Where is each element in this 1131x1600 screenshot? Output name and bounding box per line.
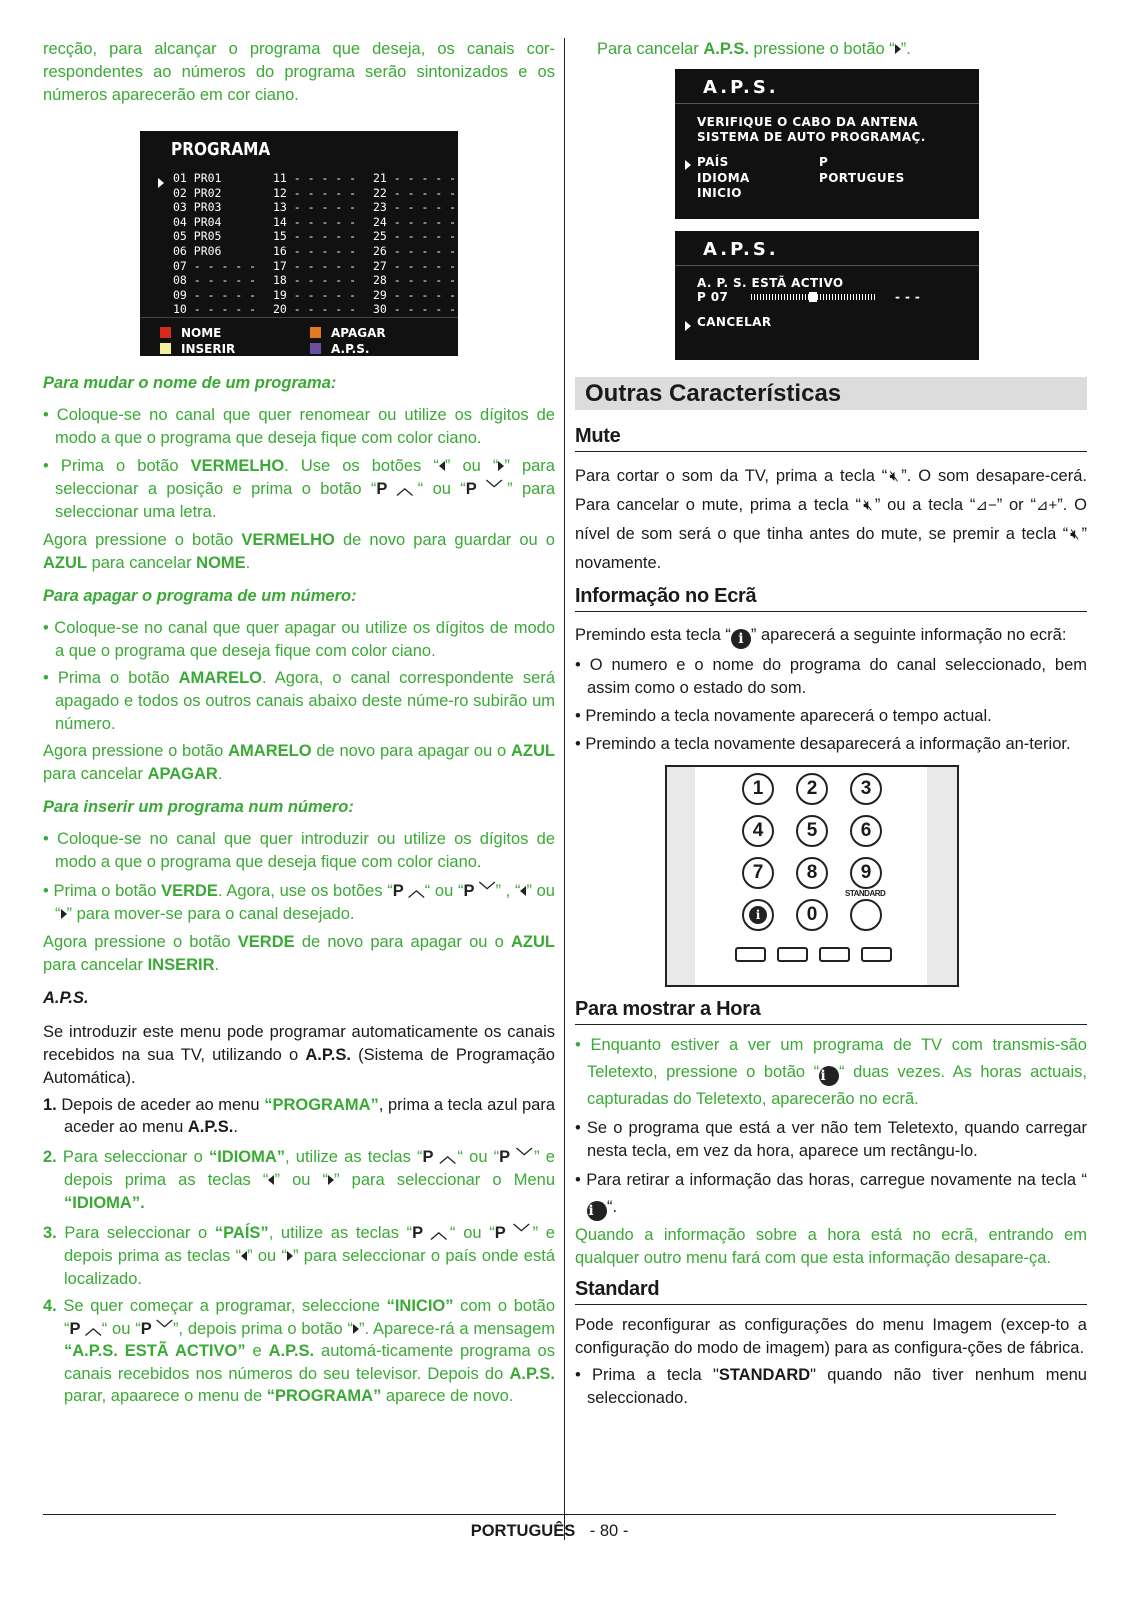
p-down-icon: P ﹀ [465,480,508,498]
standard-label: STANDARD [845,889,886,898]
apagar-paragraph: Agora pressione o botão AMARELO de novo para apagar ou o AZUL para cancelar APAGAR. [43,742,555,783]
apagar-bullet-2: • Prima o botão AMARELO. Agora, o canal correspondente será apagado e todos os outros canais abaixo deste núme-ro subirão um número. [43,669,555,733]
footer-page-number: - 80 - [589,1522,629,1540]
column-divider [564,38,565,1540]
programa-entry: 28 - - - - - [373,273,457,288]
programa-entry: 04 PR04 [173,214,222,229]
aps-step-2: 2. Para seleccionar o “IDIOMA”, utilize as teclas “P ︿“ ou “P ﹀” e depois prima as teclas “ ” ou “ ” para seleccionar o Menu “IDIOMA”. [43,1148,555,1212]
inserir-bullet-1: • Coloque-se no canal que quer introduzir ou utilize os dígitos de modo a que o programa que deseja fique com color ciano. [43,830,555,871]
key-0: 0 [796,899,828,931]
page-footer [43,1514,1056,1541]
programa-entry: 07 - - - - - [173,258,257,273]
programa-col-2 [273,171,373,317]
p-up-icon: P ︿ [422,1148,458,1166]
programa-entry: 02 PR02 [173,185,222,200]
info-bullet-2: • Premindo a tecla novamente aparecerá o tempo actual. [575,707,992,725]
p-up-icon: P ︿ [412,1224,451,1242]
key-8: 8 [796,857,828,889]
aps-cancel-cursor-icon [685,316,695,335]
hora-bullet-1: • Enquanto estiver a ver um programa de TV com transmis-são Teletexto, pressione o botão “i “ duas vezes. As horas actuais, capturadas do Teletexto, aparecerão no ecrã. [575,1036,1087,1108]
aps-label-pais: PAÍS [697,155,729,169]
programa-entry: 10 - - - - - [173,302,257,317]
heading-mudar-nome: Para mudar o nome de um programa: [43,374,337,392]
green-key-icon [160,343,171,354]
info-icon: i [819,1066,839,1086]
green-button [777,947,808,962]
key-info [742,899,774,931]
standard-paragraph: Pode reconfigurar as configurações do menu Imagem (excep-to a configuração do modo de imagem) para as configura-ções de fábrica. [575,1316,1087,1357]
p-up-icon: P ︿ [69,1319,102,1338]
info-bullet-3: • Premindo a tecla novamente desaparecerá a informação an-terior. [575,735,1071,753]
yellow-button [819,947,850,962]
cancel-aps-text: Para cancelar A.P.S. pressione o botão “ ”. [597,40,911,58]
mute-icon: 🔇︎ [887,468,902,485]
info-bullet-1: • O numero e o nome do programa do canal seleccionado, bem assim como o estado do som. [575,656,1087,697]
apagar-bullet-1: • Coloque-se no canal que quer apagar ou utilize os dígitos de modo a que o programa que deseja fique com color ciano. [43,619,555,660]
programa-entry: 01 PR01 [173,171,222,185]
programa-cursor-icon [158,173,168,192]
aps-menu-1-line1: VERIFIQUE O CABO DA ANTENA [697,115,919,129]
key-7: 7 [742,857,774,889]
heading-inserir: Para inserir um programa num número: [43,798,354,816]
aps-label-inicio: INICIO [697,186,742,200]
aps-menu-1-title: A.P.S. [703,77,779,98]
aps-value-pais: P [819,155,829,169]
key-standard [850,899,882,931]
mute-icon: 🔇︎ [1068,526,1082,543]
remote-keypad-illustration [665,765,959,987]
programa-entry: 23 - - - - - [373,200,457,215]
p-down-icon: P ﹀ [140,1319,173,1338]
info-icon: i [731,629,751,649]
aps-label-idioma: IDIOMA [697,171,750,185]
legend-inserir: INSERIR [160,341,310,357]
programa-menu [140,131,458,356]
standard-bullet: • Prima a tecla "STANDARD" quando não tiver nenhum menu seleccionado. [575,1366,1087,1407]
programa-entry: 08 - - - - - [173,273,257,288]
programa-entry: 05 PR05 [173,229,222,244]
volume-up-icon: ⊿+ [1035,497,1058,514]
programa-menu-title: PROGRAMA [171,139,271,160]
p-down-icon: P ﹀ [463,882,496,900]
programa-entry: 06 PR06 [173,243,222,258]
info-paragraph: Premindo esta tecla “ i ” aparecerá a seguinte informação no ecrã: [575,626,1067,647]
aps-paragraph: Se introduzir este menu pode programar automaticamente os canais recebidos na sua TV, utilizando o A.P.S. (Sistema de Programação Automática). [43,1023,555,1087]
right-column [575,38,1087,1410]
programa-entry: 26 - - - - - [373,243,457,258]
mute-paragraph: Para cortar o som da TV, prima a tecla “🔇︎”. O som desapare-cerá. Para cancelar o mute, prima a tecla “🔇︎” ou a tecla “⊿−” or “⊿+”. O nível de som será o que tinha antes do mute, se premir a tecla “🔇︎” novamente. [575,467,1088,572]
left-column [43,38,555,1408]
key-5: 5 [796,815,828,847]
key-6: 6 [850,815,882,847]
aps-value-idioma: PORTUGUES [819,171,905,185]
programa-entry: 25 - - - - - [373,229,457,244]
hora-bullet-2: • Se o programa que está a ver não tem Teletexto, quando carregar nesta tecla, em vez da hora, aparece um rectângu-lo. [575,1119,1087,1160]
heading-informacao: Informação no Ecrã [575,585,1087,612]
aps-cancel-label: CANCELAR [697,315,772,329]
aps-progress-marker [809,292,817,302]
programa-legend [160,325,460,357]
legend-nome: NOME [160,325,310,341]
programa-entry: 17 - - - - - [273,258,357,273]
programa-entry: 22 - - - - - [373,185,457,200]
red-key-icon [160,327,171,338]
programa-entry: 19 - - - - - [273,287,357,302]
programa-entry: 18 - - - - - [273,273,357,288]
key-2: 2 [796,773,828,805]
aps-step-1: 1. Depois de aceder ao menu “PROGRAMA”, prima a tecla azul para aceder ao menu A.P.S.. [43,1096,555,1136]
key-4: 4 [742,815,774,847]
programa-entry: 30 - - - - - [373,302,457,317]
aps-menu-1 [675,69,979,219]
heading-hora: Para mostrar a Hora [575,998,1087,1025]
aps-dashes: - - - [895,290,921,304]
programa-entry: 27 - - - - - [373,258,457,273]
hora-bullet-3: • Para retirar a informação das horas, carregue novamente na tecla “i “. [575,1171,1087,1219]
heading-standard: Standard [575,1278,1087,1305]
section-outras-caracteristicas: Outras Características [575,377,1087,410]
p-down-icon: P ﹀ [499,1148,535,1166]
volume-down-icon: ⊿− [975,497,997,514]
p-up-icon: P ︿ [376,480,418,498]
inserir-paragraph: Agora pressione o botão VERDE de novo para apagar ou o AZUL para cancelar INSERIR. [43,933,555,974]
info-icon: i [749,906,767,924]
programa-entry: 11 - - - - - [273,171,357,185]
hora-paragraph: Quando a informação sobre a hora está no ecrã, entrando em qualquer outro menu fará com que esta informação desapare-ça. [575,1226,1087,1267]
programa-entry: 21 - - - - - [373,171,457,185]
aps-step-3: 3. Para seleccionar o “PAÍS”, utilize as teclas “P ︿“ ou “P ﹀” e depois prima as teclas “ ” ou “ ” para seleccionar o país onde está localizado. [43,1224,555,1288]
heading-mute: Mute [575,425,1087,452]
inserir-bullet-2: • Prima o botão VERDE. Agora, use os botões “P ︿“ ou “P ﹀” , “ ” ou “ ” para mover-se para o canal desejado. [43,882,555,923]
programa-entry: 13 - - - - - [273,200,357,215]
aps-active-text: A. P. S. ESTÃ ACTIVO [697,276,844,290]
legend-aps: A.P.S. [310,341,460,357]
programa-entry: 15 - - - - - [273,229,357,244]
programa-entry: 09 - - - - - [173,287,257,302]
programa-entry: 03 PR03 [173,200,222,215]
programa-col-1 [173,171,273,317]
intro-text: recção, para alcançar o programa que deseja, os canais cor-respondentes ao números do programa serão sintonizados e os números aparecerão em cor ciano. [43,40,555,104]
yellow-key-icon [310,327,321,338]
footer-language: PORTUGUÊS [470,1522,576,1540]
heading-apagar: Para apagar o programa de um número: [43,587,357,605]
programa-list [173,171,473,317]
aps-menu-2 [675,231,979,360]
blue-button [861,947,892,962]
p-up-icon: P ︿ [392,882,425,900]
programa-entry: 12 - - - - - [273,185,357,200]
programa-col-3 [373,171,473,317]
legend-apagar: APAGAR [310,325,460,341]
aps-menu-2-title: A.P.S. [703,239,779,260]
mudar-paragraph: Agora pressione o botão VERMELHO de novo para guardar ou o AZUL para cancelar NOME. [43,531,555,572]
mudar-bullet-1: • Coloque-se no canal que quer renomear ou utilize os dígitos de modo a que o programa que deseja fique com color ciano. [43,406,555,447]
mudar-bullet-2: • Prima o botão VERMELHO. Use os botões “ ” ou “ ” para seleccionar a posição e prima o botão “P ︿“ ou “P ﹀” para seleccionar uma letra. [43,457,556,521]
blue-key-icon [310,343,321,354]
key-3: 3 [850,773,882,805]
aps-menu-1-line2: SISTEMA DE AUTO PROGRAMAÇ. [697,130,926,144]
red-button [735,947,766,962]
info-icon: i [587,1201,607,1221]
p-down-icon: P ﹀ [494,1224,533,1242]
aps-step-4: 4. Se quer começar a programar, seleccione “INICIO” com o botão “P ︿“ ou “P ﹀”, depois prima o botão “ ”. Aparece-rá a mensagem “A.P.S. ESTÃ ACTIVO” e A.P.S. automá-ticamente programa os canais recebidos nos números do seu televisor. Depois do A.P.S. parar, apaarece o menu de “PROGRAMA” aparece de novo. [43,1297,556,1405]
programa-entry: 16 - - - - - [273,243,357,258]
mute-icon: 🔇︎ [860,497,875,514]
key-1: 1 [742,773,774,805]
aps-program-number: P 07 [697,290,729,304]
programa-entry: 29 - - - - - [373,287,457,302]
programa-entry: 14 - - - - - [273,214,357,229]
key-9: 9 [850,857,882,889]
programa-entry: 20 - - - - - [273,302,357,317]
heading-aps: A.P.S. [43,989,89,1007]
programa-entry: 24 - - - - - [373,214,457,229]
aps-cursor-icon [685,155,695,174]
